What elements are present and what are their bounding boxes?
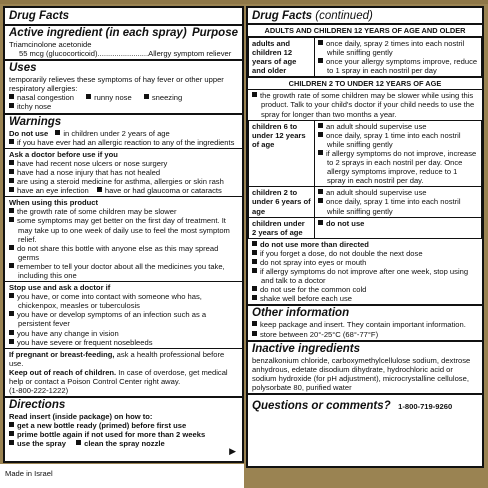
table-row (249, 217, 482, 238)
drug-facts-title-continued: Drug Facts (continued) (252, 10, 373, 22)
bullet-square-icon (9, 160, 14, 165)
bullet-square-icon (55, 130, 60, 135)
age-group-label: adults and children 12 years of age and older (249, 38, 315, 77)
bullet-square-icon (9, 339, 14, 344)
list-item-pair: use the spray clean the spray nozzle (9, 439, 238, 448)
list-item: you have any change in vision (9, 329, 238, 338)
list-item-pair: have an eye infection have or had glaucoma or cataracts (9, 186, 238, 195)
list-item: you have severe or frequent nosebleeds (9, 338, 238, 347)
bullet-square-icon (9, 330, 14, 335)
bullet-square-icon (318, 189, 323, 194)
list-item: get a new bottle ready (primed) before first use (9, 421, 238, 430)
bullet-square-icon (9, 187, 14, 192)
children-dosage-table (248, 120, 482, 239)
bullet-square-icon (318, 40, 323, 45)
pregnancy-warning: If pregnant or breast-feeding, ask a health professional before use. (9, 349, 225, 368)
bullet-square-icon (252, 286, 257, 291)
bullet-square-icon (9, 311, 14, 316)
divider (5, 196, 242, 197)
list-item: do not use for the common cold (252, 285, 478, 294)
do-not-use-line (9, 129, 238, 138)
dosage-cell: once daily, spray 2 times into each nostril while sniffing gently once your allergy symptoms improve, reduce to 1 spray in each nostril per day (315, 38, 482, 77)
ingredient-dose: 55 mcg (glucocorticoid) (19, 49, 98, 59)
drug-facts-title: Drug Facts (9, 10, 70, 22)
bullet-square-icon (9, 245, 14, 250)
bullet-square-icon (318, 220, 323, 225)
directions-intro: Read insert (inside package) on how to: (9, 412, 153, 422)
divider (5, 281, 242, 282)
age-group-label: children 6 to under 12 years of age (249, 120, 315, 187)
age-group-label: children under 2 years of age (249, 217, 315, 238)
bullet-square-icon (9, 263, 14, 268)
warnings-heading: Warnings (9, 115, 62, 128)
bullet-square-icon (252, 321, 257, 326)
inactive-ingredients-text: benzalkonium chloride, carboxymethylcellulose sodium, dextrose anhydrous, edetate disodium dihydrate, hydrochloric acid or sodium hydroxide (for pH adjustment), microcrystalline cellulose, polysorbate 80, purified water (252, 355, 471, 392)
list-item: are using a steroid medicine for asthma, allergies or skin rash (9, 177, 238, 186)
ask-doctor-heading: Ask a doctor before use if you (9, 149, 118, 159)
bullet-square-icon (9, 217, 14, 222)
list-item: runny nose (86, 93, 132, 102)
directions-heading: Directions (9, 399, 66, 412)
bullet-square-icon (318, 198, 323, 203)
when-using-heading: When using this product (9, 198, 99, 208)
table-row (249, 187, 482, 217)
bullet-square-icon (9, 103, 14, 108)
bullet-square-icon (252, 295, 257, 300)
list-item: if you forget a dose, do not double the next dose (252, 249, 478, 258)
divider (248, 340, 482, 342)
continue-arrow-icon: ▶ (229, 446, 236, 456)
questions-phone: 1-800-719-9260 (398, 402, 453, 411)
bullet-square-icon (252, 268, 257, 273)
list-item: keep package and insert. They contain important information. (252, 320, 478, 329)
list-item: if you have ever had an allergic reaction to any of the ingredients (9, 138, 238, 147)
bullet-square-icon (252, 250, 257, 255)
list-item: in children under 2 years of age (63, 128, 170, 138)
list-item: itchy nose (9, 102, 51, 111)
divider (248, 393, 482, 395)
do-not-use-label: Do not use (9, 128, 49, 138)
divider (5, 24, 242, 26)
other-information-heading: Other information (252, 307, 350, 320)
divider (5, 113, 242, 115)
list-item: have had a nose injury that has not healed (9, 168, 238, 177)
ingredient-name: Triamcinolone acetonide (9, 40, 92, 49)
list-item: do not share this bottle with anyone else as this may spread germs (9, 244, 238, 262)
list-item: some symptoms may get better on the first day of treatment. It may take up to one week of daily use to feel the most symptom relief. (9, 216, 238, 243)
bullet-square-icon (86, 94, 91, 99)
active-ingredient-header (9, 27, 238, 40)
keep-out-of-reach: Keep out of reach of children. In case of overdose, get medical help or contact a Poison Control Center right away. (9, 367, 228, 386)
adults-section-bar: ADULTS AND CHILDREN 12 YEARS OF AGE AND OLDER (248, 23, 482, 37)
list-item: if allergy symptoms do not improve after one week, stop using and talk to a doctor (252, 267, 478, 285)
questions-line (252, 396, 478, 414)
list-item: you have, or come into contact with someone who has, chickenpox, measles or tuberculosis (9, 292, 238, 310)
bullet-square-icon (318, 150, 323, 155)
bullet-square-icon (9, 208, 14, 213)
list-item: sneezing (144, 93, 182, 102)
stop-use-heading: Stop use and ask a doctor if (9, 283, 111, 293)
divider (5, 396, 242, 398)
dosage-cell: an adult should supervise use once daily, spray 1 time into each nostril while sniffing gently (315, 187, 482, 217)
bullet-square-icon (9, 422, 14, 427)
list-item: store between 20°-25°C (68°-77°F) (252, 330, 478, 339)
adults-dosage-table (248, 37, 482, 77)
list-item: remember to tell your doctor about all the medicines you take, including this one (9, 262, 238, 280)
bullet-square-icon (252, 92, 257, 97)
age-group-label: children 2 to under 6 years of age (249, 187, 315, 217)
drug-facts-panel-right (246, 6, 484, 468)
ingredient-purpose: Allergy symptom reliever (148, 49, 232, 59)
bullet-square-icon (144, 94, 149, 99)
bullet-square-icon (9, 440, 14, 445)
package-border-top (0, 0, 488, 4)
divider (5, 148, 242, 149)
bullet-square-icon (252, 241, 257, 246)
bullet-square-icon (9, 169, 14, 174)
list-item: the growth rate of some children may be slower (9, 207, 238, 216)
dosage-cell: an adult should supervise use once daily, spray 1 time into each nostril while sniffing gently if allergy symptoms do not improve, increase to 2 sprays in each nostril per day. Once allergy symptoms improve, reduce to 1 spray in each nostril per day. (315, 120, 482, 187)
list-item: nasal congestion (9, 93, 74, 102)
table-row (249, 38, 482, 77)
list-item: shake well before each use (252, 294, 478, 303)
bullet-square-icon (9, 94, 14, 99)
list-item: do not spray into eyes or mouth (252, 258, 478, 267)
list-item: have had recent nose ulcers or nose surgery (9, 159, 238, 168)
bullet-square-icon (318, 132, 323, 137)
list-item: prime bottle again if not used for more than 2 weeks (9, 430, 238, 439)
bullet-square-icon (252, 331, 257, 336)
bullet-square-icon (9, 139, 14, 144)
bullet-square-icon (9, 431, 14, 436)
poison-control-phone: (1-800-222-1222) (9, 386, 69, 396)
bullet-square-icon (9, 293, 14, 298)
bullet-square-icon (9, 178, 14, 183)
divider (5, 59, 242, 61)
questions-heading: Questions or comments? (252, 400, 391, 412)
divider (5, 348, 242, 349)
bullet-square-icon (318, 123, 323, 128)
bullet-square-icon (252, 259, 257, 264)
uses-list (9, 93, 238, 111)
purpose-heading: Purpose (191, 27, 238, 39)
children-section-bar: CHILDREN 2 TO UNDER 12 YEARS OF AGE (248, 77, 482, 90)
uses-text: temporarily relieves these symptoms of hay fever or other upper respiratory allergies: (9, 75, 224, 94)
children-growth-note: the growth rate of some children may be slower while using this product. Talk to your child's doctor if your child needs to use the spray for longer than two months a year. (252, 90, 478, 118)
bullet-square-icon (97, 187, 102, 192)
ingredient-line (9, 49, 238, 58)
list-item: do not use more than directed (252, 239, 478, 249)
drug-facts-panel-left (3, 6, 244, 463)
bullet-square-icon (76, 440, 81, 445)
list-item: you have or develop symptoms of an infection such as a persistent fever (9, 310, 238, 328)
inactive-ingredients-heading: Inactive ingredients (252, 342, 361, 355)
bullet-square-icon (318, 58, 323, 63)
divider (248, 304, 482, 306)
table-row (249, 120, 482, 187)
uses-heading: Uses (9, 62, 37, 75)
dosage-cell: do not use (315, 217, 482, 238)
leader-dots: ........................ (97, 49, 149, 59)
made-in-text: Made in Israel (5, 469, 53, 478)
active-ingredient-heading: Active ingredient (in each spray) (9, 27, 187, 39)
